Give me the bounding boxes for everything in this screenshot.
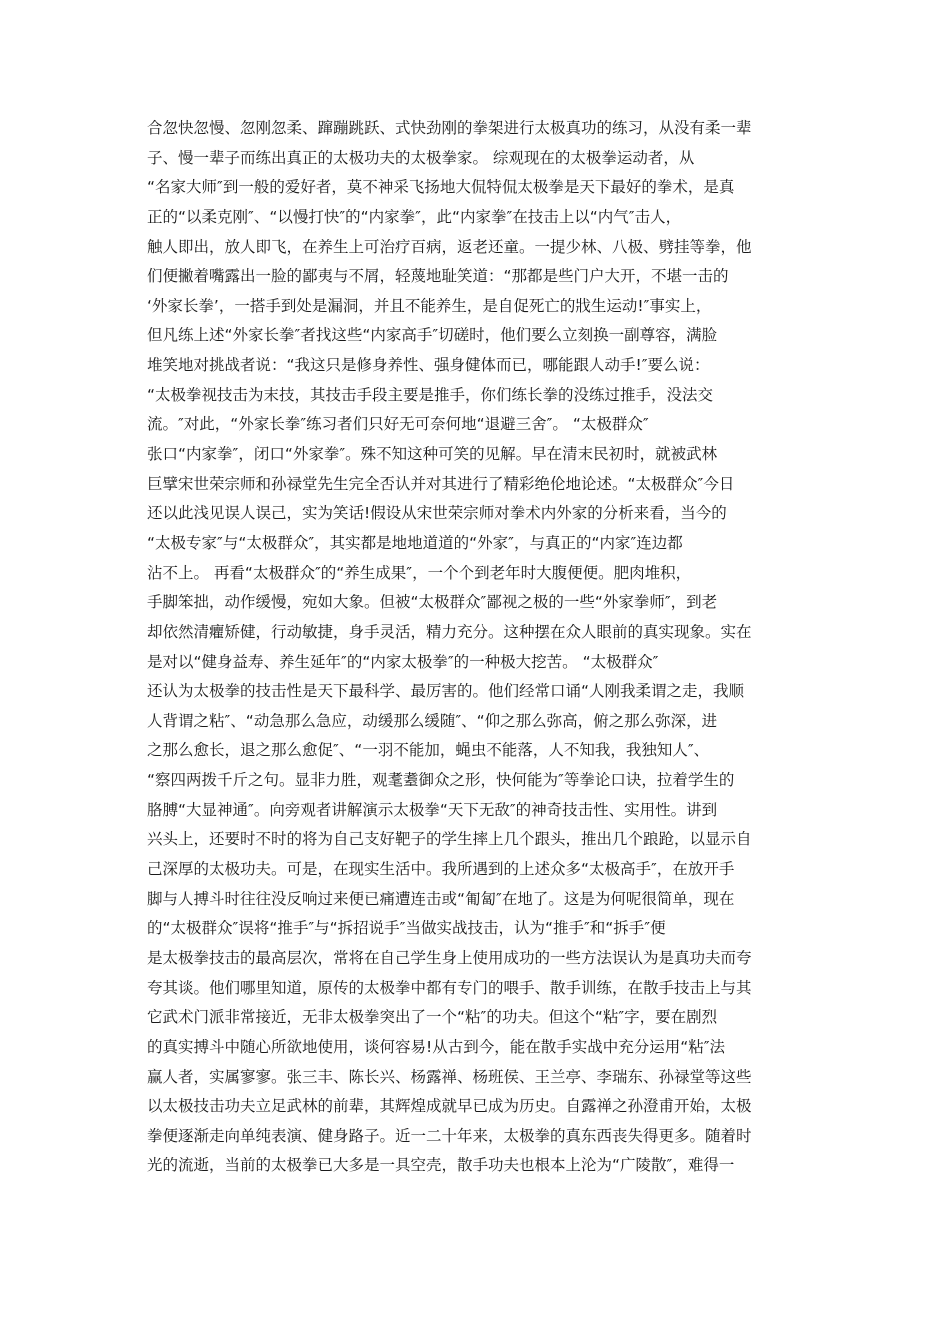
text-line: 流。″对此，“外家长拳″练习者们只好无可奈何地“退避三舍″。 “太极群众″ [147,415,649,434]
text-line: 光的流逝，当前的太极拳已大多是一具空壳，散手功夫也根本上沦为“广陵散″，难得一 [147,1156,735,1175]
text-line: 手脚笨拙，动作缓慢，宛如大象。但被“太极群众″鄙视之极的一些“外家拳师″，到老 [147,593,718,612]
text-line: 脚与人搏斗时往往没反响过来便已痛遭连击或“匍匐″在地了。这是为何呢很简单，现在 [147,889,735,908]
text-line: 以太极技击功夫立足武林的前辈，其辉煌成就早已成为历史。自露禅之孙澄甫开始，太极 [147,1097,752,1116]
text-line: 赢人者，实属寥寥。张三丰、陈长兴、杨露禅、杨班侯、王兰亭、李瑞东、孙禄堂等这些 [147,1067,752,1086]
text-line: 子、慢一辈子而练出真正的太极功夫的太极拳家。 综观现在的太极拳运动者，从 [147,148,695,167]
text-line: 的真实搏斗中随心所欲地使用，谈何容易!从古到今，能在散手实战中充分运用“粘″法 [147,1037,726,1056]
text-line: 兴头上，还要时不时的将为自己支好靶子的学生摔上几个跟头，推出几个踉跄，以显示自 [147,830,752,849]
text-line: 堆笑地对挑战者说：“我这只是修身养性、强身健体而已，哪能跟人动手!″要么说： [147,356,710,375]
text-line: “察四两拨千斤之句。显非力胜，观耄耋御众之形，快何能为″等拳论口诀，拉着学生的 [147,771,735,790]
text-line: 己深厚的太极功夫。可是，在现实生活中。我所遇到的上述众多“太极高手″，在放开手 [147,860,735,879]
text-line: “太极专家″与“太极群众″，其实都是地地道道的“外家″，与真正的“内家″连边都 [147,533,683,552]
text-line: 正的“以柔克刚″、“以慢打快″的“内家拳″，此“内家拳″在技击上以“内气″击人， [147,207,682,226]
text-line: 是太极拳技击的最高层次，常将在自己学生身上使用成功的一些方法误认为是真功夫而夸 [147,948,752,967]
text-line: 们便撇着嘴露出一脸的鄙夷与不屑，轻蔑地耻笑道：“那都是些门户大开，不堪一击的 [147,267,729,286]
text-line: 沾不上。 再看“太极群众″的“养生成果″，一个个到老年时大腹便便。肥肉堆积， [147,563,692,582]
body-text [147,114,817,1181]
text-line: 还认为太极拳的技击性是天下最科学、最厉害的。他们经常口诵“人刚我柔谓之走，我顺 [147,682,745,701]
text-line: 之那么愈长，退之那么愈促″、“一羽不能加，蝇虫不能落，人不知我，我独知人″、 [147,741,710,760]
text-line: 是对以“健身益寿、养生延年″的“内家太极拳″的一种极大挖苦。 “太极群众″ [147,652,659,671]
text-line: 胳膊“大显神通″。向旁观者讲解演示太极拳“天下无敌″的神奇技击性、实用性。讲到 [147,800,718,819]
text-line: 但凡练上述“外家长拳″者找这些“内家高手″切磋时，他们要么立刻换一副尊容，满脸 [147,326,718,345]
text-line: ‘外家长拳’，一搭手到处是漏洞，并且不能养生，是自促死亡的戕生运动!″事实上， [147,296,712,315]
text-line: 巨擘宋世荣宗师和孙禄堂先生完全否认并对其进行了精彩绝伦地论述。“太极群众″今日 [147,474,735,493]
text-line: 却依然清癯矫健，行动敏捷，身手灵活，精力充分。这种摆在众人眼前的真实现象。实在 [147,622,752,641]
text-line: 夸其谈。他们哪里知道，原传的太极拳中都有专门的喂手、散手训练，在散手技击上与其 [147,978,752,997]
text-line: 还以此浅见误人误己，实为笑话!假设从宋世荣宗师对拳术内外家的分析来看，当今的 [147,504,727,523]
text-line: 张口“内家拳″，闭口“外家拳″。殊不知这种可笑的见解。早在清末民初时，就被武林 [147,445,718,464]
text-line: 人背谓之粘″、“动急那么急应，动缓那么缓随″、“仰之那么弥高，俯之那么弥深，进 [147,711,718,730]
text-line: 触人即出，放人即飞，在养生上可治疗百病，返老还童。一提少林、八极、劈挂等拳，他 [147,237,752,256]
text-line: “名家大师″到一般的爱好者，莫不神采飞扬地大侃特侃太极拳是天下最好的拳术，是真 [147,178,735,197]
text-line: 的“太极群众″误将“推手″与“拆招说手″当做实战技击，认为“推手″和“拆手″便 [147,919,666,938]
text-line: 合忽快忽慢、忽刚忽柔、蹿蹦跳跃、式快劲刚的拳架进行太极真功的练习，从没有柔一辈 [147,119,752,137]
text-line: 拳便逐渐走向单纯表演、健身路子。近一二十年来，太极拳的真东西丧失得更多。随着时 [147,1126,752,1145]
text-line: 它武术门派非常接近，无非太极拳突出了一个“粘″的功夫。但这个“粘″字，要在剧烈 [147,1008,718,1027]
text-line: “太极拳视技击为末技，其技击手段主要是推手，你们练长拳的没练过推手，没法交 [147,385,714,404]
